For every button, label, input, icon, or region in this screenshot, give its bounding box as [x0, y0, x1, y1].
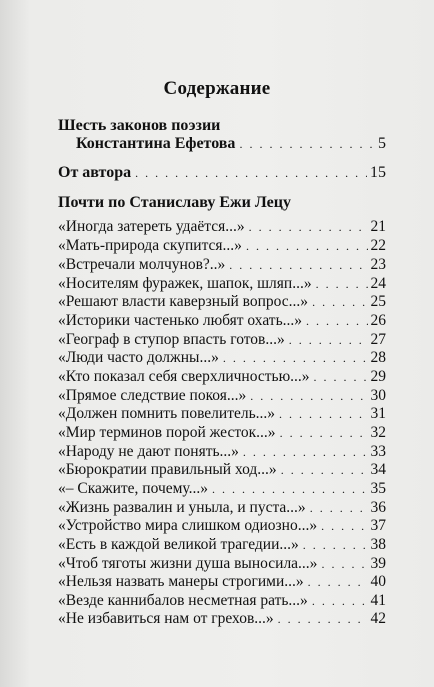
leader-dots	[303, 535, 368, 555]
toc-entry-page: 25	[370, 293, 386, 310]
leader-dots	[312, 591, 368, 611]
leader-dots	[308, 572, 368, 592]
toc-entry	[58, 554, 386, 574]
toc-entry-page: 32	[370, 424, 386, 441]
toc-entry-title: «– Скажите, почему...»	[58, 480, 208, 497]
toc-entry	[58, 236, 386, 256]
toc-entry	[58, 255, 386, 275]
toc-entry-title: «Нельзя назвать манеры строгими...»	[58, 573, 304, 590]
toc-entry-page: 35	[370, 480, 386, 497]
toc-entry	[58, 292, 386, 312]
toc-entry-title: «Чтоб тяготы жизни душа выносила...»	[58, 555, 318, 572]
toc-entry-title: «Носителям фуражек, шапок, шляп...»	[58, 275, 312, 292]
toc-entry	[58, 442, 386, 462]
toc-entry-page: 28	[370, 349, 386, 366]
toc-entry	[58, 479, 386, 499]
section-entry-efetov	[58, 134, 386, 154]
toc-entry	[58, 274, 386, 294]
toc-entry-page: 34	[370, 461, 386, 478]
toc-entry-page: 21	[370, 218, 386, 235]
toc-entry-title: «Должен помнить повелитель...»	[58, 405, 276, 422]
toc-entry	[58, 460, 386, 480]
leader-dots	[310, 498, 368, 518]
leader-dots	[249, 217, 368, 237]
section-entry-from-author	[58, 163, 386, 183]
leader-dots	[312, 292, 367, 312]
leader-dots	[281, 460, 368, 480]
toc-entry-title: «Есть в каждой великой трагедии...»	[58, 536, 299, 553]
page-title: Содержание	[163, 78, 271, 99]
toc-entry	[58, 498, 386, 518]
section-heading-lec: Почти по Станиславу Ежи Лецу	[58, 194, 291, 211]
leader-dots	[289, 330, 368, 350]
toc-entry	[58, 386, 386, 406]
toc-entry	[58, 348, 386, 368]
toc-entry-page: 29	[370, 368, 386, 385]
toc-entry-page: 38	[370, 536, 386, 553]
toc-entry-page: 39	[370, 555, 386, 572]
leader-dots	[223, 348, 368, 368]
toc-entry-page: 40	[370, 573, 386, 590]
toc-entry	[58, 535, 386, 555]
toc-entry-title: «Встречали молчунов?..»	[58, 256, 226, 273]
leader-dots	[279, 404, 367, 424]
toc-entry-page: 22	[370, 237, 386, 254]
leader-dots	[239, 134, 375, 154]
toc-entry-title: «Жизнь развалин и уныла, и пуста...»	[58, 499, 306, 516]
toc-entry-page: 33	[370, 443, 386, 460]
leader-dots	[280, 423, 368, 443]
toc-entry-title: «Бюрократии правильный ход...»	[58, 461, 277, 478]
section-entry-title: От автора	[58, 164, 132, 181]
toc-entry-title: «Не избавиться нам от грехов...»	[58, 610, 274, 627]
toc-entry-title: «Историки частенько любят охать...»	[58, 312, 303, 329]
leader-dots	[212, 479, 368, 499]
leader-dots	[229, 255, 367, 275]
leader-dots	[246, 236, 368, 256]
toc-entry-title: «Мать-природа скупится...»	[58, 237, 242, 254]
toc-entry	[58, 311, 386, 331]
toc-entry-title: «Устройство мира слишком одиозно...»	[58, 517, 318, 534]
leader-dots	[314, 367, 368, 387]
leader-dots	[243, 442, 368, 462]
toc-entry	[58, 423, 386, 443]
toc-entry-page: 24	[370, 275, 386, 292]
section-entry-title: Константина Ефетова	[76, 135, 236, 152]
leader-dots	[250, 386, 367, 406]
toc-entry-title: «Кто показал себя сверхличностью...»	[58, 368, 310, 385]
toc-entry	[58, 404, 386, 424]
leader-dots	[278, 609, 368, 629]
toc-entry-title: «Народу не дают понять...»	[58, 443, 239, 460]
toc-entry-page: 37	[370, 517, 386, 534]
toc-entry	[58, 516, 386, 536]
leader-dots	[316, 274, 368, 294]
toc-entry-title: «Везде каннибалов несметная рать...»	[58, 592, 308, 609]
toc-entry-page: 42	[370, 610, 386, 627]
toc-entry-page: 23	[370, 256, 386, 273]
toc-entry-title: «Мир терминов порой жесток...»	[58, 424, 276, 441]
toc-entry	[58, 572, 386, 592]
section-entry-page: 5	[378, 135, 386, 152]
toc-entry-page: 27	[370, 331, 386, 348]
toc-entry	[58, 217, 386, 237]
toc-entry-title: «Географ в ступор впасть готов...»	[58, 331, 285, 348]
leader-dots	[306, 311, 367, 331]
toc-entry	[58, 609, 386, 629]
toc-entry-page: 30	[370, 387, 386, 404]
section-heading-six-laws: Шесть законов поэзии	[58, 117, 221, 134]
leader-dots	[321, 516, 367, 536]
toc-entry-page: 31	[370, 405, 386, 422]
leader-dots	[135, 163, 367, 183]
toc-entry-title: «Решают власти каверзный вопрос...»	[58, 293, 309, 310]
toc-entry-title: «Прямое следствие покоя...»	[58, 387, 247, 404]
toc-entry	[58, 591, 386, 611]
toc-entry-page: 36	[370, 499, 386, 516]
section-entry-page: 15	[370, 164, 386, 181]
toc-entry-page: 26	[370, 312, 386, 329]
leader-dots	[321, 554, 367, 574]
toc-entry-page: 41	[370, 592, 386, 609]
toc-entry-title: «Люди часто должны...»	[58, 349, 219, 366]
toc-entry-title: «Иногда затереть удаётся...»	[58, 218, 245, 235]
toc-entry	[58, 330, 386, 350]
toc-entry	[58, 367, 386, 387]
